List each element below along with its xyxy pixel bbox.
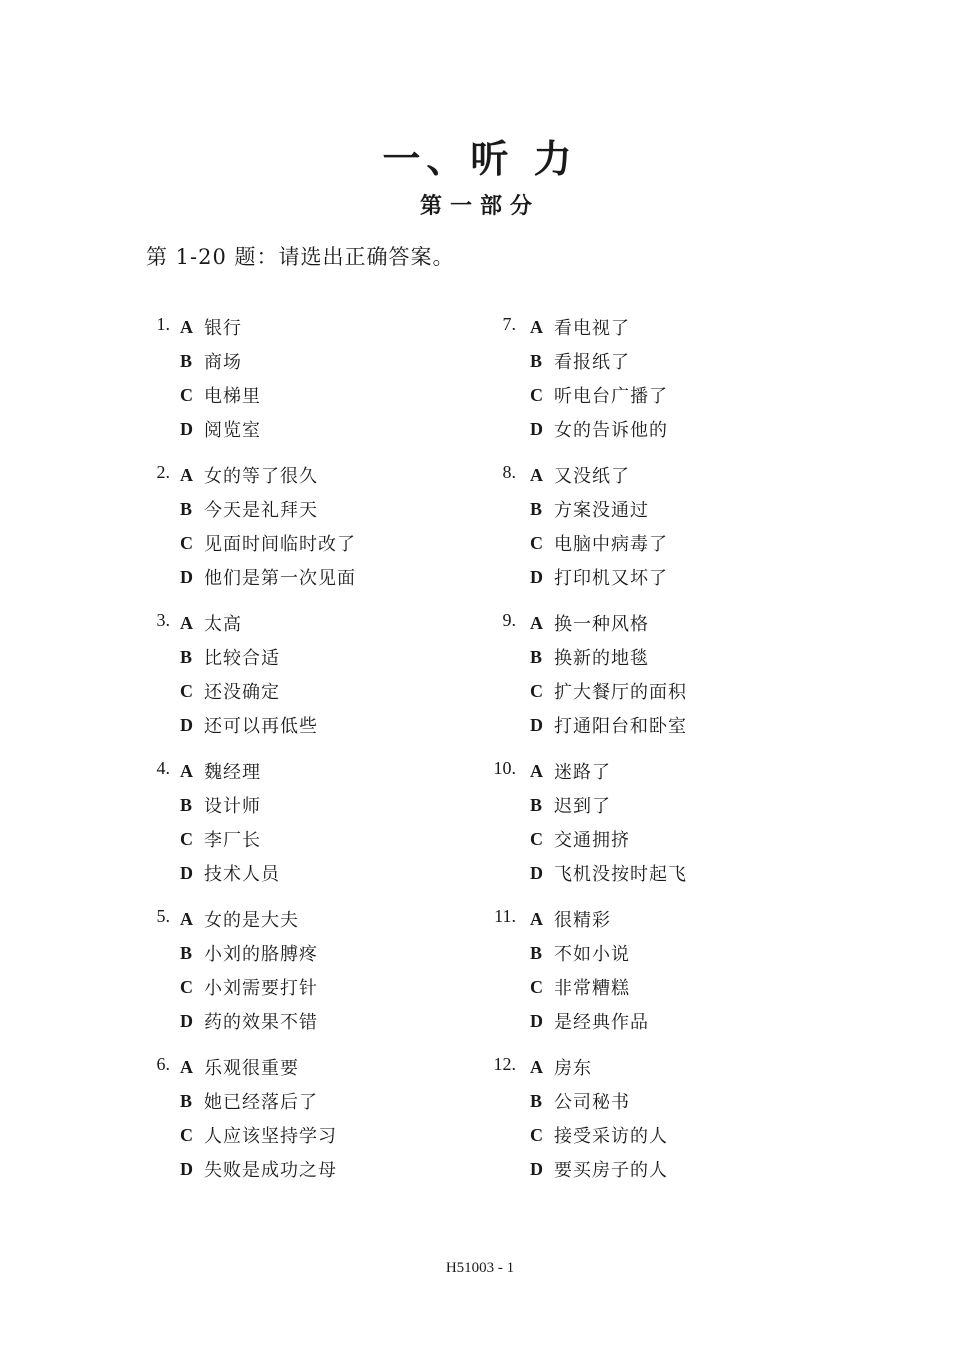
option-letter: A <box>530 316 543 337</box>
option-letter: D <box>530 418 543 439</box>
option-text: 飞机没按时起飞 <box>554 864 687 885</box>
option-text: 不如小说 <box>554 944 630 965</box>
option-letter: D <box>180 1158 193 1179</box>
question-number: 12. <box>493 1054 516 1074</box>
option-c <box>180 970 318 1004</box>
option-b <box>180 492 318 526</box>
question-number: 8. <box>502 462 516 482</box>
option-letter: A <box>180 908 193 929</box>
option-b <box>530 788 611 822</box>
option-b <box>530 344 630 378</box>
option-c <box>180 378 261 412</box>
option-letter: D <box>530 1158 543 1179</box>
option-d <box>530 412 668 446</box>
option-letter: A <box>180 464 193 485</box>
option-a <box>180 1050 299 1084</box>
option-letter: B <box>180 794 193 815</box>
option-text: 她已经落后了 <box>204 1092 318 1113</box>
option-text: 阅览室 <box>204 420 261 441</box>
option-b <box>180 936 318 970</box>
option-text: 失败是成功之母 <box>204 1160 337 1181</box>
option-text: 房东 <box>554 1058 592 1079</box>
option-text: 扩大餐厅的面积 <box>554 682 687 703</box>
option-text: 小刘的胳膊疼 <box>204 944 318 965</box>
option-letter: C <box>530 532 543 553</box>
option-letter: C <box>180 1124 193 1145</box>
option-letter: C <box>530 828 543 849</box>
question-number: 6. <box>156 1054 170 1074</box>
option-letter: C <box>530 384 543 405</box>
option-text: 太高 <box>204 614 242 635</box>
option-c <box>180 822 261 856</box>
option-c <box>530 378 668 412</box>
option-letter: D <box>180 1010 193 1031</box>
option-text: 迟到了 <box>554 796 611 817</box>
question-number: 11. <box>494 906 516 926</box>
question-number: 7. <box>502 314 516 334</box>
option-a <box>180 902 299 936</box>
option-a <box>530 902 611 936</box>
section-title: 一、听 力 <box>382 137 578 181</box>
question-number: 9. <box>502 610 516 630</box>
option-text: 小刘需要打针 <box>204 978 318 999</box>
option-letter: B <box>180 1090 193 1111</box>
question-number: 4. <box>156 758 170 778</box>
option-c <box>180 1118 337 1152</box>
option-a <box>530 606 649 640</box>
question-number: 1. <box>156 314 170 334</box>
option-text: 女的等了很久 <box>204 466 318 487</box>
option-letter: C <box>180 828 193 849</box>
option-text: 看电视了 <box>554 318 630 339</box>
option-text: 还没确定 <box>204 682 280 703</box>
option-text: 魏经理 <box>204 762 261 783</box>
option-letter: D <box>530 714 543 735</box>
option-text: 交通拥挤 <box>554 830 630 851</box>
option-b <box>530 936 630 970</box>
option-letter: A <box>180 612 193 633</box>
option-text: 要买房子的人 <box>554 1160 668 1181</box>
option-text: 乐观很重要 <box>204 1058 299 1079</box>
question-number: 10. <box>493 758 516 778</box>
option-a <box>180 754 261 788</box>
option-letter: B <box>180 942 193 963</box>
option-text: 见面时间临时改了 <box>204 534 356 555</box>
option-d <box>180 1004 318 1038</box>
option-letter: C <box>180 384 193 405</box>
option-text: 看报纸了 <box>554 352 630 373</box>
option-text: 换新的地毯 <box>554 648 649 669</box>
option-d <box>530 560 668 594</box>
option-b <box>180 788 261 822</box>
question-number: 3. <box>156 610 170 630</box>
option-letter: A <box>530 760 543 781</box>
option-a <box>180 310 242 344</box>
option-letter: A <box>530 1056 543 1077</box>
option-d <box>530 708 687 742</box>
option-c <box>530 674 687 708</box>
option-text: 药的效果不错 <box>204 1012 318 1033</box>
option-letter: A <box>530 612 543 633</box>
option-text: 还可以再低些 <box>204 716 318 737</box>
option-d <box>530 1004 649 1038</box>
option-text: 打印机又坏了 <box>554 568 668 589</box>
option-letter: B <box>530 498 543 519</box>
option-letter: D <box>530 566 543 587</box>
option-d <box>180 856 280 890</box>
part-title: 第一部分 <box>419 194 540 219</box>
option-d <box>530 1152 668 1186</box>
option-b <box>180 1084 318 1118</box>
option-text: 电梯里 <box>204 386 261 407</box>
option-letter: C <box>180 976 193 997</box>
option-b <box>530 1084 630 1118</box>
option-letter: D <box>530 1010 543 1031</box>
option-letter: C <box>530 680 543 701</box>
option-text: 电脑中病毒了 <box>554 534 668 555</box>
option-d <box>180 560 356 594</box>
option-text: 公司秘书 <box>554 1092 630 1113</box>
option-c <box>530 526 668 560</box>
option-text: 商场 <box>204 352 242 373</box>
option-letter: C <box>180 532 193 553</box>
option-text: 今天是礼拜天 <box>204 500 318 521</box>
option-text: 接受采访的人 <box>554 1126 668 1147</box>
option-letter: B <box>180 646 193 667</box>
option-text: 打通阳台和卧室 <box>554 716 687 737</box>
option-text: 很精彩 <box>554 910 611 931</box>
option-letter: B <box>180 350 193 371</box>
option-text: 是经典作品 <box>554 1012 649 1033</box>
option-letter: A <box>180 760 193 781</box>
option-text: 又没纸了 <box>554 466 630 487</box>
option-text: 女的是大夫 <box>204 910 299 931</box>
option-d <box>180 1152 337 1186</box>
option-c <box>180 674 280 708</box>
option-text: 方案没通过 <box>554 500 649 521</box>
option-letter: D <box>180 714 193 735</box>
question-number: 2. <box>156 462 170 482</box>
option-letter: B <box>530 646 543 667</box>
option-letter: A <box>180 316 193 337</box>
option-letter: C <box>180 680 193 701</box>
option-a <box>530 310 630 344</box>
option-text: 银行 <box>204 318 242 339</box>
option-letter: B <box>530 350 543 371</box>
option-a <box>530 458 630 492</box>
option-text: 人应该坚持学习 <box>204 1126 337 1147</box>
page-footer: H51003 - 1 <box>445 1260 515 1276</box>
option-d <box>180 412 261 446</box>
option-c <box>180 526 356 560</box>
instructions: 第 1-20 题：请选出正确答案。 <box>146 245 455 269</box>
option-text: 设计师 <box>204 796 261 817</box>
option-c <box>530 1118 668 1152</box>
option-letter: B <box>530 942 543 963</box>
option-letter: C <box>530 1124 543 1145</box>
option-text: 听电台广播了 <box>554 386 668 407</box>
option-letter: A <box>530 464 543 485</box>
option-a <box>530 754 611 788</box>
option-letter: C <box>530 976 543 997</box>
option-letter: D <box>180 566 193 587</box>
option-text: 非常糟糕 <box>554 978 630 999</box>
option-text: 女的告诉他的 <box>554 420 668 441</box>
option-letter: D <box>180 862 193 883</box>
option-b <box>530 640 649 674</box>
option-letter: B <box>530 794 543 815</box>
option-b <box>180 344 242 378</box>
option-letter: B <box>180 498 193 519</box>
option-a <box>180 606 242 640</box>
option-text: 他们是第一次见面 <box>204 568 356 589</box>
option-text: 技术人员 <box>204 864 280 885</box>
option-text: 换一种风格 <box>554 614 649 635</box>
option-text: 比较合适 <box>204 648 280 669</box>
option-a <box>180 458 318 492</box>
option-text: 李厂长 <box>204 830 261 851</box>
option-b <box>530 492 649 526</box>
option-letter: A <box>180 1056 193 1077</box>
option-c <box>530 822 630 856</box>
option-b <box>180 640 280 674</box>
option-letter: D <box>180 418 193 439</box>
option-a <box>530 1050 592 1084</box>
option-text: 迷路了 <box>554 762 611 783</box>
option-letter: A <box>530 908 543 929</box>
option-d <box>180 708 318 742</box>
option-c <box>530 970 630 1004</box>
option-letter: B <box>530 1090 543 1111</box>
option-d <box>530 856 687 890</box>
option-letter: D <box>530 862 543 883</box>
question-number: 5. <box>156 906 170 926</box>
